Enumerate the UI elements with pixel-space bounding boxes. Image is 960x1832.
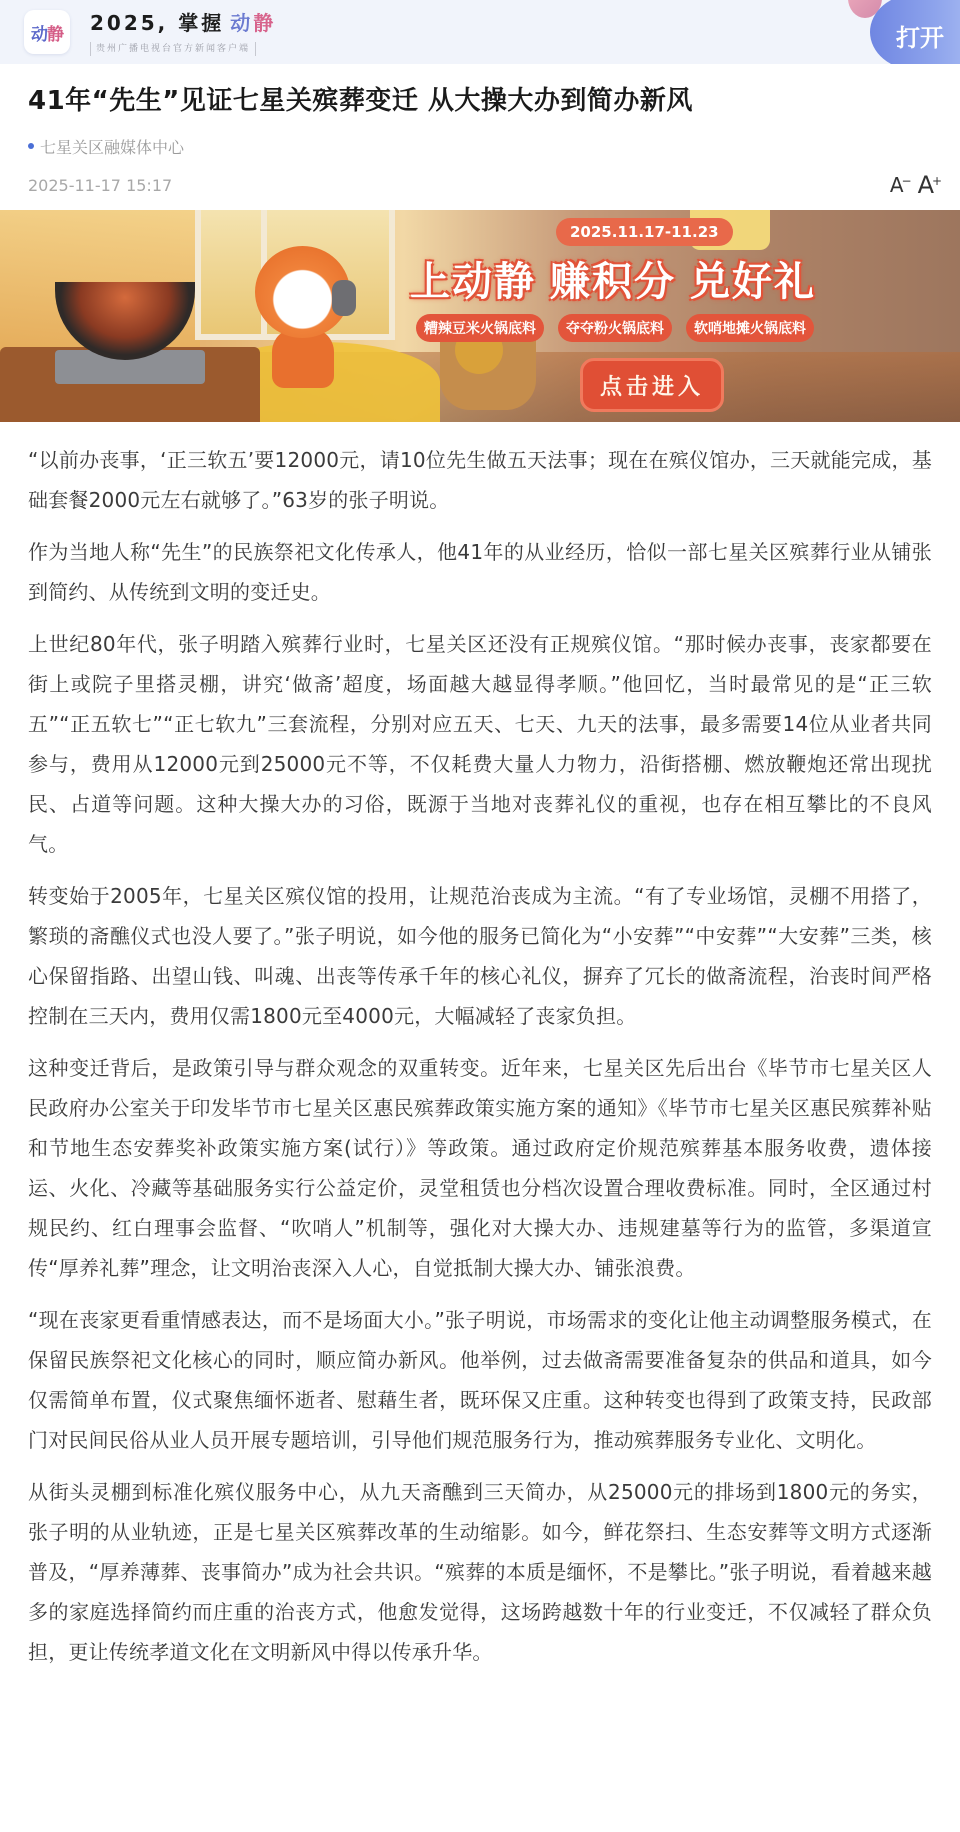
font-increase-icon: A: [917, 171, 934, 199]
paragraph: 从街头灵棚到标准化殡仪服务中心，从九天斋醮到三天简办，从25000元的排场到1800元的务实，张子明的从业轨迹，正是七星关区殡葬改革的生动缩影。如今，鲜花祭扫、生态安葬等文明方式逐渐普及，“厚养薄葬、丧事简办”成为社会共识。“殡葬的本质是缅怀，不是攀比。”张子明说，看着越来越多的家庭选择简约而庄重的治丧方式，他愈发觉得，这场跨越数十年的行业变迁，不仅减轻了群众负担，更让传统孝道文化在文明新风中得以传承升华。: [28, 1480, 932, 1664]
slogan-brand-1: 动: [230, 11, 254, 35]
promo-headline: [410, 250, 830, 307]
promo-headline-part: 上动静: [410, 259, 536, 305]
app-subtitle: 贵州广播电视台官方新闻客户端: [90, 42, 256, 56]
promo-headline-part: 赚积分: [550, 259, 676, 305]
app-download-bar: [0, 0, 960, 64]
source-row: [28, 134, 932, 158]
article-body: [0, 422, 960, 1704]
paragraph: 上世纪80年代，张子明踏入殡葬行业时，七星关区还没有正规殡仪馆。“那时候办丧事，丧家都要在街上或院子里搭灵棚，讲究‘做斋’超度，场面越大越显得孝顺。”他回忆，当时最常见的是“正三软五”“正五软七”“正七软九”三套流程，分别对应五天、七天、九天的法事，最多需要14位从业者共同参与，费用从12000元到25000元不等，不仅耗费大量人力物力，沿街搭棚、燃放鞭炮还常出现扰民、占道等问题。这种大操大办的习俗，既源于当地对丧葬礼仪的重视，也存在相互攀比的不良风气。: [28, 632, 932, 856]
font-decrease-icon: A: [889, 173, 904, 197]
promo-tag: 糟辣豆米火锅底料: [416, 314, 544, 342]
article-header: [0, 64, 960, 200]
paragraph: 转变始于2005年，七星关区殡仪馆的投用，让规范治丧成为主流。“有了专业场馆，灵棚不用搭了，繁琐的斋醮仪式也没人要了。”张子明说，如今他的服务已简化为“小安葬”“中安葬”“大安葬”三类，核心保留指路、出望山钱、叫魂、出丧等传承千年的核心礼仪，摒弃了冗长的做斋流程，治丧时间严格控制在三天内，费用仅需1800元至4000元，大幅减轻了丧家负担。: [28, 884, 932, 1028]
open-app-button[interactable]: 打开: [870, 0, 960, 64]
publish-time: 2025-11-17 15:17: [28, 175, 173, 195]
app-logo[interactable]: [24, 10, 70, 54]
font-decrease-button[interactable]: [889, 173, 912, 197]
font-size-controls: [889, 171, 942, 199]
paragraph: “现在丧家更看重情感表达，而不是场面大小。”张子明说，市场需求的变化让他主动调整服务模式，在保留民族祭祀文化核心的同时，顺应简办新风。他举例，过去做斋需要准备复杂的供品和道具，如今仅需简单布置，仪式聚焦缅怀逝者、慰藉生者，既环保又庄重。这种转变也得到了政策支持，民政部门对民间民俗从业人员开展专题培训，引导他们规范服务行为，推动殡葬服务专业化、文明化。: [28, 1308, 932, 1452]
paragraph: 这种变迁背后，是政策引导与群众观念的双重转变。近年来，七星关区先后出台《毕节市七星关区人民政府办公室关于印发毕节市七星关区惠民殡葬政策实施方案的通知》《毕节市七星关区惠民殡葬补贴和节地生态安葬奖补政策实施方案(试行）》等政策。通过政府定价规范殡葬基本服务收费，遗体接运、火化、冷藏等基础服务实行公益定价，灵堂租赁也分档次设置合理收费标准。同时，全区通过村规民约、红白理事会监督、“吹哨人”机制等，强化对大操大办、违规建墓等行为的监管，多渠道宣传“厚养礼葬”理念，让文明治丧深入人心，自觉抵制大操大办、铺张浪费。: [28, 1056, 932, 1280]
slogan-prefix: 2025, 掌握: [90, 11, 225, 35]
paragraph: “以前办丧事，‘正三软五’要12000元，请10位先生做五天法事；现在在殡仪馆办，三天就能完成，基础套餐2000元左右就够了。”63岁的张子明说。: [28, 448, 932, 512]
logo-char-2: 静: [47, 24, 63, 45]
plus-icon: +: [931, 174, 942, 188]
minus-icon: −: [901, 174, 912, 188]
promo-date-range: 2025.11.17-11.23: [556, 218, 733, 246]
promo-enter-button[interactable]: 点击进入: [580, 358, 724, 412]
slogan-brand-2: 静: [253, 11, 277, 35]
slogan-line: [90, 10, 276, 36]
headphone-icon: [332, 280, 356, 316]
promo-headline-part: 兑好礼: [690, 259, 816, 305]
font-increase-button[interactable]: [917, 171, 942, 199]
promo-tag: 软哨地摊火锅底料: [686, 314, 814, 342]
app-slogan: [90, 10, 276, 56]
article-title: 41年“先生”见证七星关殡葬变迁 从大操大办到简办新风: [28, 86, 693, 116]
paragraph: 作为当地人称“先生”的民族祭祀文化传承人，他41年的从业经历，恰似一部七星关区殡葬行业从铺张到简约、从传统到文明的变迁史。: [28, 540, 932, 604]
source-dot-icon: [28, 143, 34, 149]
promo-tag: 夺夺粉火锅底料: [558, 314, 672, 342]
promo-banner[interactable]: [0, 210, 960, 422]
article-source[interactable]: 七星关区融媒体中心: [40, 137, 185, 157]
meta-row: [28, 170, 942, 200]
logo-char-1: 动: [31, 24, 47, 45]
promo-tags: [416, 314, 814, 342]
